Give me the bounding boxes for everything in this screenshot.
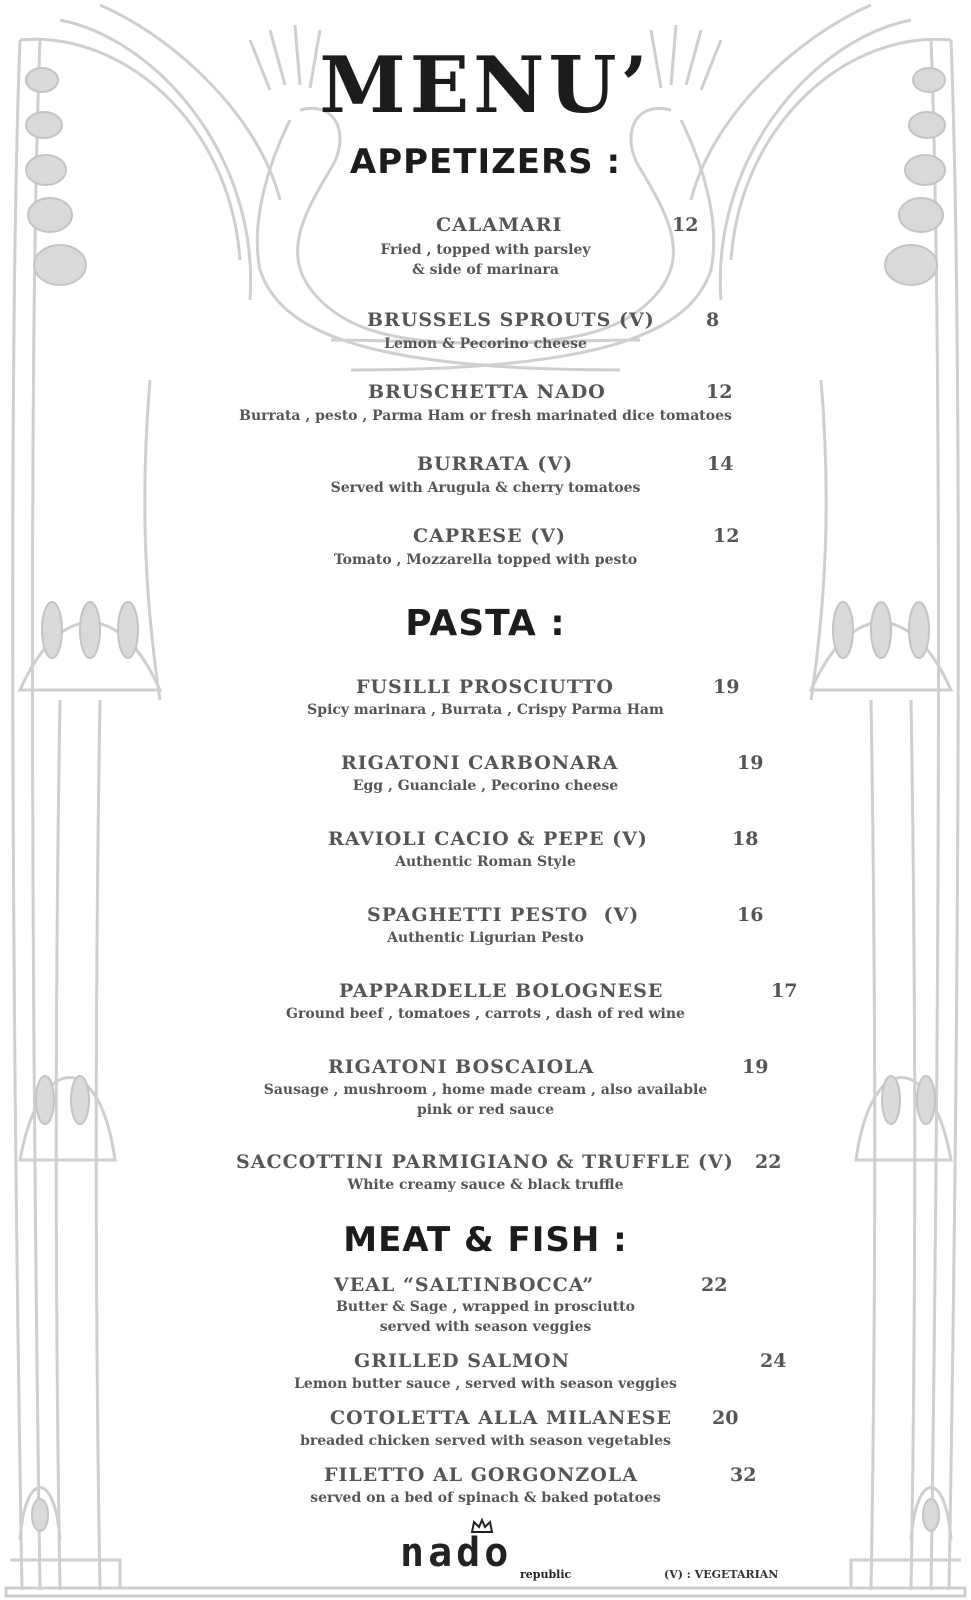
- item-description: Authentic Ligurian Pesto: [387, 930, 584, 946]
- item-price: 24: [760, 1350, 787, 1372]
- item-description: served with season veggies: [379, 1319, 592, 1335]
- item-name: FUSILLI PROSCIUTTO: [356, 676, 614, 698]
- restaurant-logo-subtitle: republic: [520, 1568, 572, 1581]
- item-price: 12: [706, 381, 733, 403]
- item-description: & side of marinara: [412, 262, 559, 278]
- vegetarian-legend: (V) : VEGETARIAN: [664, 1568, 779, 1581]
- item-price: 32: [730, 1464, 757, 1486]
- item-price: 12: [672, 214, 699, 236]
- item-description: White creamy sauce & black truffle: [347, 1177, 624, 1193]
- item-name: FILETTO AL GORGONZOLA: [324, 1464, 638, 1486]
- item-price: 20: [712, 1407, 739, 1429]
- item-description: Authentic Roman Style: [395, 854, 576, 870]
- item-name: SPAGHETTI PESTO (V): [367, 904, 640, 926]
- section-appetizers: APPETIZERS :: [349, 142, 622, 182]
- section-pasta: PASTA :: [405, 603, 566, 644]
- item-description: Lemon & Pecorino cheese: [384, 336, 587, 352]
- item-description: Burrata , pesto , Parma Ham or fresh marinated dice tomatoes: [239, 408, 732, 424]
- item-price: 14: [707, 453, 734, 475]
- item-description: served on a bed of spinach & baked potatoes: [310, 1490, 661, 1506]
- item-name: RIGATONI BOSCAIOLA: [328, 1056, 595, 1078]
- item-description: Spicy marinara , Burrata , Crispy Parma Ham: [307, 702, 664, 718]
- item-description: Served with Arugula & cherry tomatoes: [330, 480, 641, 496]
- item-description: Egg , Guanciale , Pecorino cheese: [352, 778, 619, 794]
- item-name: COTOLETTA ALLA MILANESE: [330, 1407, 673, 1429]
- item-price: 22: [755, 1151, 782, 1173]
- item-name: CAPRESE (V): [413, 525, 566, 547]
- item-price: 22: [701, 1274, 728, 1296]
- item-name: BRUSCHETTA NADO: [368, 381, 606, 403]
- item-price: 19: [742, 1056, 769, 1078]
- item-name: SACCOTTINI PARMIGIANO & TRUFFLE (V): [236, 1151, 734, 1173]
- item-name: GRILLED SALMON: [354, 1350, 570, 1372]
- item-description: Fried , topped with parsley: [380, 242, 591, 258]
- restaurant-logo: nado: [400, 1530, 513, 1576]
- item-name: BRUSSELS SPROUTS (V): [367, 309, 655, 331]
- item-name: CALAMARI: [436, 214, 563, 236]
- item-description: breaded chicken served with season vegetables: [300, 1433, 671, 1449]
- item-price: 16: [737, 904, 764, 926]
- item-name: PAPPARDELLE BOLOGNESE: [339, 980, 664, 1002]
- item-name: VEAL “SALTINBOCCA”: [334, 1274, 595, 1296]
- section-meat-fish: MEAT & FISH :: [343, 1220, 628, 1260]
- item-description: Butter & Sage , wrapped in prosciutto: [336, 1299, 635, 1315]
- item-price: 12: [713, 525, 740, 547]
- item-price: 19: [713, 676, 740, 698]
- menu-title: MENU’: [319, 40, 652, 131]
- item-description: Sausage , mushroom , home made cream , also available: [263, 1082, 708, 1098]
- item-name: RIGATONI CARBONARA: [341, 752, 619, 774]
- item-price: 8: [706, 309, 720, 331]
- item-description: Ground beef , tomatoes , carrots , dash of red wine: [286, 1006, 685, 1022]
- item-description: pink or red sauce: [417, 1102, 554, 1118]
- item-description: Lemon butter sauce , served with season veggies: [294, 1376, 677, 1392]
- item-price: 19: [737, 752, 764, 774]
- item-price: 18: [732, 828, 759, 850]
- item-description: Tomato , Mozzarella topped with pesto: [333, 552, 638, 568]
- item-name: RAVIOLI CACIO & PEPE (V): [328, 828, 648, 850]
- item-name: BURRATA (V): [417, 453, 574, 475]
- item-price: 17: [771, 980, 798, 1002]
